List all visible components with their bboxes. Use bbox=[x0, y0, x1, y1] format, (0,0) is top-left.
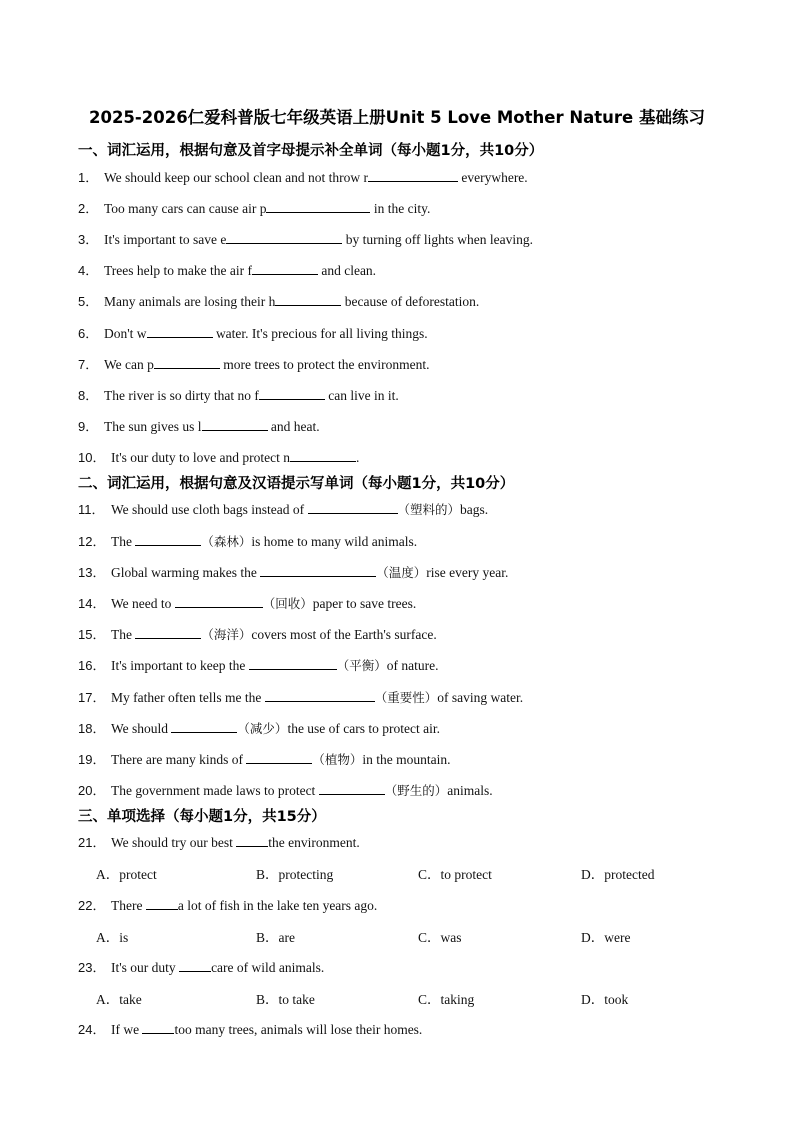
answer-blank[interactable] bbox=[246, 751, 312, 764]
answer-blank[interactable] bbox=[154, 356, 220, 369]
question-number: 16． bbox=[78, 658, 106, 673]
question-number: 14． bbox=[78, 596, 106, 611]
answer-blank[interactable] bbox=[252, 262, 318, 275]
question-number: 13． bbox=[78, 565, 106, 580]
question-number: 7． bbox=[78, 357, 99, 372]
question-19 bbox=[78, 749, 450, 768]
question-15 bbox=[78, 624, 437, 643]
question-number: 12． bbox=[78, 534, 106, 549]
question-text-after: paper to save trees. bbox=[312, 596, 417, 611]
question-24 bbox=[78, 1019, 422, 1038]
question-23 bbox=[78, 957, 324, 976]
question-5 bbox=[78, 291, 479, 310]
question-text-before: My father often tells me the bbox=[111, 690, 265, 705]
answer-blank[interactable] bbox=[179, 959, 211, 972]
question-number: 4． bbox=[78, 263, 99, 278]
chinese-hint: （塑料的） bbox=[397, 502, 461, 517]
question-text-after: in the city. bbox=[370, 201, 431, 216]
question-number: 3． bbox=[78, 232, 99, 247]
question-text-after: everywhere. bbox=[457, 170, 528, 185]
option-a[interactable]: A．is bbox=[96, 930, 129, 945]
section-heading-1: 一、词汇运用，根据句意及首字母提示补全单词（每小题1分，共10分） bbox=[78, 143, 544, 159]
question-text-before: It's important to keep the bbox=[111, 658, 249, 673]
answer-blank[interactable] bbox=[368, 169, 458, 182]
question-text-after: of saving water. bbox=[437, 690, 524, 705]
question-number: 10． bbox=[78, 450, 106, 465]
question-text-after: because of deforestation. bbox=[341, 294, 480, 309]
question-11 bbox=[78, 499, 488, 518]
section-heading-2: 二、词汇运用，根据句意及汉语提示写单词（每小题1分，共10分） bbox=[78, 476, 515, 492]
question-text-before: Too many cars can cause air p bbox=[104, 201, 267, 216]
answer-blank[interactable] bbox=[135, 626, 201, 639]
question-text-before: The bbox=[111, 627, 136, 642]
question-text-after: bags. bbox=[460, 502, 489, 517]
question-number: 2． bbox=[78, 201, 99, 216]
option-c[interactable]: C．taking bbox=[418, 992, 475, 1007]
question-text-after: rise every year. bbox=[426, 565, 509, 580]
question-text-before: We should use cloth bags instead of bbox=[111, 502, 308, 517]
question-number: 20． bbox=[78, 783, 106, 798]
question-text-before: The bbox=[111, 534, 136, 549]
question-text-before: There bbox=[111, 898, 146, 913]
question-number: 24． bbox=[78, 1022, 106, 1037]
chinese-hint: （森林） bbox=[201, 534, 252, 549]
question-text-after: and heat. bbox=[267, 419, 320, 434]
option-d[interactable]: D．took bbox=[581, 992, 629, 1007]
question-8 bbox=[78, 385, 399, 404]
question-text-before: The sun gives us l bbox=[104, 419, 202, 434]
option-c[interactable]: C．was bbox=[418, 930, 462, 945]
option-c[interactable]: C．to protect bbox=[418, 867, 492, 882]
question-text-before: We should try our best bbox=[111, 835, 237, 850]
question-number: 11． bbox=[78, 502, 105, 517]
question-number: 9． bbox=[78, 419, 99, 434]
question-text-after: the environment. bbox=[268, 835, 360, 850]
question-20 bbox=[78, 780, 493, 799]
question-number: 17． bbox=[78, 690, 106, 705]
question-text-after: is home to many wild animals. bbox=[251, 534, 418, 549]
option-b[interactable]: B．to take bbox=[256, 992, 315, 1007]
question-13 bbox=[78, 562, 508, 581]
answer-blank[interactable] bbox=[175, 595, 263, 608]
answer-blank[interactable] bbox=[266, 200, 370, 213]
question-text-before: There are many kinds of bbox=[111, 752, 247, 767]
question-number: 21． bbox=[78, 835, 106, 850]
question-7 bbox=[78, 354, 429, 373]
question-12 bbox=[78, 531, 417, 550]
answer-blank[interactable] bbox=[259, 387, 325, 400]
question-text-before: We can p bbox=[104, 357, 154, 372]
chinese-hint: （减少） bbox=[237, 721, 288, 736]
question-text-before: It's our duty bbox=[111, 960, 180, 975]
question-text-after: the use of cars to protect air. bbox=[287, 721, 441, 736]
answer-blank[interactable] bbox=[171, 720, 237, 733]
question-text-after: by turning off lights when leaving. bbox=[342, 232, 534, 247]
answer-blank[interactable] bbox=[265, 689, 375, 702]
question-10 bbox=[78, 447, 359, 466]
question-text-after: too many trees, animals will lose their homes. bbox=[174, 1022, 423, 1037]
question-16 bbox=[78, 655, 439, 674]
question-14 bbox=[78, 593, 416, 612]
question-text-before: Trees help to make the air f bbox=[104, 263, 252, 278]
question-text-after: . bbox=[356, 450, 360, 465]
answer-blank[interactable] bbox=[249, 657, 337, 670]
question-text-after: more trees to protect the environment. bbox=[219, 357, 430, 372]
question-text-after: animals. bbox=[447, 783, 493, 798]
option-d[interactable]: D．were bbox=[581, 930, 631, 945]
question-17 bbox=[78, 687, 523, 706]
question-number: 1． bbox=[78, 170, 99, 185]
question-number: 23． bbox=[78, 960, 106, 975]
chinese-hint: （重要性） bbox=[374, 690, 438, 705]
answer-blank[interactable] bbox=[290, 449, 356, 462]
question-number: 6． bbox=[78, 326, 99, 341]
question-text-before: We need to bbox=[111, 596, 175, 611]
question-text-after: of nature. bbox=[386, 658, 439, 673]
option-a[interactable]: A．protect bbox=[96, 867, 157, 882]
question-number: 19． bbox=[78, 752, 106, 767]
chinese-hint: （回收） bbox=[262, 596, 313, 611]
answer-blank[interactable] bbox=[226, 231, 342, 244]
option-d[interactable]: D．protected bbox=[581, 867, 655, 882]
question-number: 5． bbox=[78, 294, 99, 309]
question-text-after: in the mountain. bbox=[362, 752, 451, 767]
answer-blank[interactable] bbox=[308, 501, 398, 514]
question-text-after: a lot of fish in the lake ten years ago. bbox=[177, 898, 378, 913]
answer-blank[interactable] bbox=[260, 564, 376, 577]
option-b[interactable]: B．are bbox=[256, 930, 295, 945]
answer-blank[interactable] bbox=[142, 1021, 174, 1034]
question-text-before: Don't w bbox=[104, 326, 147, 341]
page-title: 2025-2026仁爱科普版七年级英语上册Unit 5 Love Mother Nature 基础练习 bbox=[88, 108, 705, 127]
question-text-after: water. It's precious for all living things. bbox=[212, 326, 428, 341]
question-text-before: It's important to save e bbox=[104, 232, 227, 247]
question-9 bbox=[78, 416, 320, 435]
question-text-before: Many animals are losing their h bbox=[104, 294, 276, 309]
question-text-before: We should keep our school clean and not throw r bbox=[104, 170, 368, 185]
chinese-hint: （海洋） bbox=[201, 627, 252, 642]
answer-blank[interactable] bbox=[319, 782, 385, 795]
option-a[interactable]: A．take bbox=[96, 992, 142, 1007]
question-1 bbox=[78, 167, 528, 186]
question-text-before: Global warming makes the bbox=[111, 565, 261, 580]
question-text-after: care of wild animals. bbox=[211, 960, 325, 975]
question-6 bbox=[78, 323, 428, 342]
question-22 bbox=[78, 895, 377, 914]
question-number: 15． bbox=[78, 627, 106, 642]
chinese-hint: （平衡） bbox=[336, 658, 387, 673]
question-number: 18． bbox=[78, 721, 106, 736]
question-text-before: The river is so dirty that no f bbox=[104, 388, 259, 403]
question-text-before: The government made laws to protect bbox=[111, 783, 319, 798]
question-text-after: can live in it. bbox=[324, 388, 399, 403]
section-heading-3: 三、单项选择（每小题1分，共15分） bbox=[78, 809, 326, 825]
option-b[interactable]: B．protecting bbox=[256, 867, 334, 882]
question-4 bbox=[78, 260, 376, 279]
question-number: 22． bbox=[78, 898, 106, 913]
chinese-hint: （温度） bbox=[376, 565, 427, 580]
answer-blank[interactable] bbox=[275, 293, 341, 306]
question-21 bbox=[78, 832, 360, 851]
answer-blank[interactable] bbox=[236, 834, 268, 847]
question-text-before: We should bbox=[111, 721, 172, 736]
question-text-before: If we bbox=[111, 1022, 143, 1037]
question-text-after: and clean. bbox=[317, 263, 377, 278]
question-text-before: It's our duty to love and protect n bbox=[111, 450, 291, 465]
answer-blank[interactable] bbox=[146, 897, 178, 910]
question-text-after: covers most of the Earth's surface. bbox=[251, 627, 437, 642]
chinese-hint: （野生的） bbox=[384, 783, 448, 798]
question-3 bbox=[78, 229, 533, 248]
answer-blank[interactable] bbox=[202, 418, 268, 431]
chinese-hint: （植物） bbox=[312, 752, 363, 767]
question-2 bbox=[78, 198, 430, 217]
question-number: 8． bbox=[78, 388, 99, 403]
question-18 bbox=[78, 718, 440, 737]
answer-blank[interactable] bbox=[147, 325, 213, 338]
answer-blank[interactable] bbox=[135, 533, 201, 546]
